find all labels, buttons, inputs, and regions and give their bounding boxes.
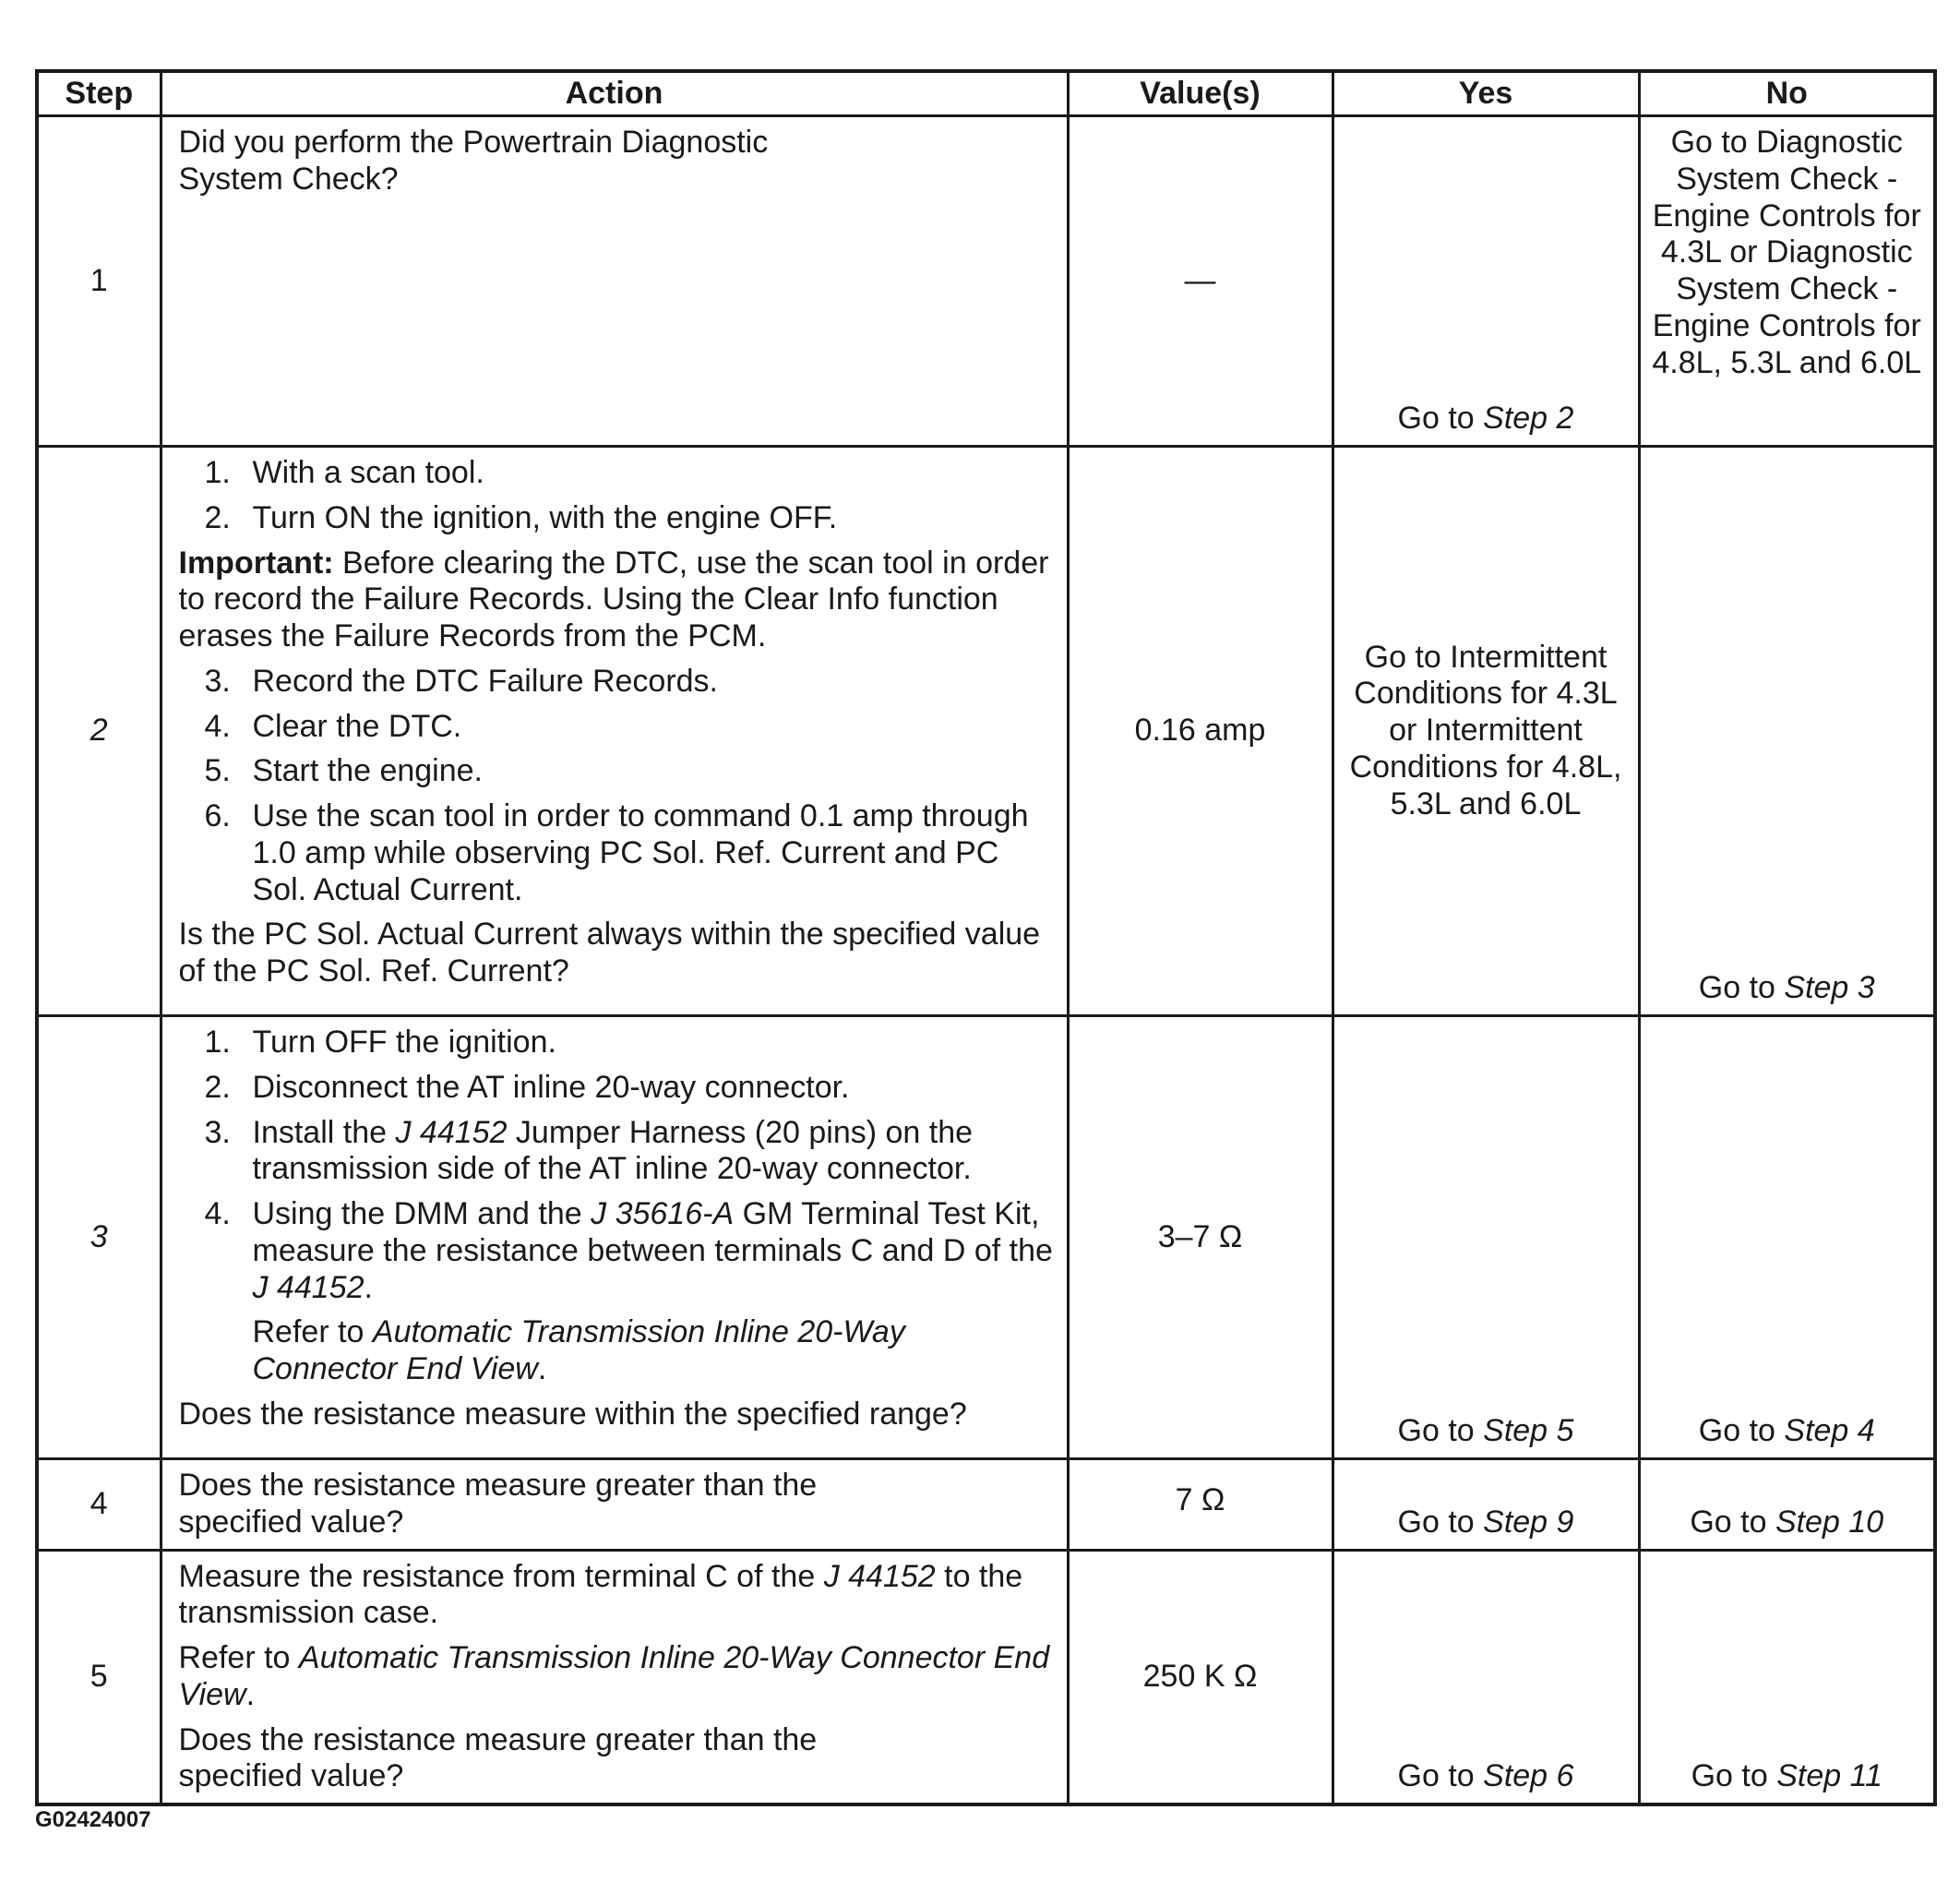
important-note: Important: Before clearing the DTC, use the scan tool in order to record the Failure Records. Using the Clear Info function erases the Failure Records from the PCM. [178,545,1049,654]
go-to-prefix: Go to [1690,1504,1775,1540]
header-step: Step [37,71,161,116]
no-cell [1639,1459,1935,1551]
list-item: 3. Record the DTC Failure Records. [204,663,719,699]
go-to-prefix: Go to [1698,1413,1785,1449]
important-label: Important: [178,545,334,581]
value-cell: — [1068,116,1333,447]
value-cell: 0.16 amp [1068,447,1333,1016]
action-cell [161,447,1068,1016]
step-ref: Step 2 [1483,401,1574,437]
list-item: 2. Disconnect the AT inline 20-way connector. [204,1069,850,1105]
action-question: Does the resistance measure greater than the specified value? [178,1721,818,1794]
tool-ref: J 44152 [395,1114,508,1150]
step-number: 5 [37,1550,161,1804]
step-ref: Step 5 [1483,1413,1574,1449]
value-cell: 250 K Ω [1068,1550,1333,1804]
yes-link[interactable] [1398,1413,1574,1448]
table-row [37,1459,1935,1551]
step-ref: Step 6 [1483,1758,1574,1794]
yes-link[interactable] [1398,1504,1574,1540]
yes-cell [1333,1550,1639,1804]
action-question: Does the resistance measure within the specified range? [178,1396,967,1432]
step-list [179,1025,1054,1306]
action-cell [161,1550,1068,1804]
go-to-prefix: Go to [1691,1758,1777,1794]
doc-ref-link[interactable]: Automatic Transmission Inline 20-Way Connector End View [178,1640,1050,1712]
list-item: 1. Turn OFF the ignition. [204,1025,556,1060]
no-link[interactable] [1690,1504,1883,1540]
no-link[interactable] [1699,1413,1875,1448]
value-cell: 7 Ω [1068,1459,1333,1551]
step-ref: Step 11 [1776,1758,1882,1794]
no-link[interactable] [1691,1758,1882,1793]
action-cell [161,1459,1068,1551]
header-no: No [1639,71,1935,116]
header-values: Value(s) [1068,71,1333,116]
step-ref: Step 3 [1784,970,1875,1006]
table-row [37,447,1935,1016]
no-link[interactable]: Go to Diagnostic System Check - Engine Controls for 4.3L or Diagnostic System Check - Engine Controls for 4.8L, 5.3L and 6.0L [1652,125,1922,380]
go-to-prefix: Go to [1397,1413,1484,1449]
list-item: 1. With a scan tool. [204,455,484,490]
list-item: 5. Start the engine. [204,753,484,789]
step-number: 1 [37,116,161,447]
tool-ref: J 35616-A [591,1196,735,1232]
figure-code: G02424007 [35,1807,151,1832]
yes-cell [1333,116,1639,447]
value-cell: 3–7 Ω [1068,1016,1333,1459]
no-cell [1639,116,1935,447]
step-ref: Step 4 [1784,1413,1875,1449]
no-cell [1639,1016,1935,1459]
go-to-prefix: Go to [1698,970,1785,1006]
table-row [37,1550,1935,1804]
yes-link[interactable]: Go to Intermittent Conditions for 4.3L or Intermittent Conditions for 4.8L, 5.3L and 6.0L [1349,639,1622,821]
no-cell [1639,447,1935,1016]
header-action: Action [161,71,1068,116]
action-cell [161,116,1068,447]
table-row [37,116,1935,447]
table-row [37,1016,1935,1459]
list-item: 4. Clear the DTC. [204,708,462,744]
go-to-prefix: Go to [1397,1758,1484,1794]
action-cell [161,1016,1068,1459]
step-list [179,455,1054,537]
doc-ref-link[interactable]: Automatic Transmission Inline 20-Way Connector End View [252,1314,905,1387]
go-to-prefix: Go to [1397,401,1484,437]
yes-cell [1333,1459,1639,1551]
action-question: Is the PC Sol. Actual Current always within the specified value of the PC Sol. Ref. Current? [178,917,1041,989]
list-item: 2. Turn ON the ignition, with the engine OFF. [204,499,838,535]
tool-ref: J 44152 [252,1269,365,1305]
yes-cell [1333,447,1639,1016]
action-question: Did you perform the Powertrain Diagnostic System Check? [178,125,769,197]
action-question: Does the resistance measure greater than the specified value? [178,1468,818,1540]
header-yes: Yes [1333,71,1639,116]
refer-note: Refer to Automatic Transmission Inline 20-Way Connector End View. [252,1314,905,1387]
tool-ref: J 44152 [823,1558,936,1594]
step-list [179,664,1054,909]
header-row [37,71,1935,116]
step-number: 2 [37,447,161,1016]
go-to-prefix: Go to [1397,1504,1484,1540]
list-item: 3. Install the J 44152 Jumper Harness (20 pins) on the transmission side of the AT inline 20-way connector. [204,1114,974,1187]
yes-link[interactable] [1398,1758,1574,1793]
refer-note: Refer to Automatic Transmission Inline 20-Way Connector End View. [178,1640,1050,1712]
measure-instruction: Measure the resistance from terminal C of the J 44152 to the transmission case. [178,1558,1023,1631]
yes-cell [1333,1016,1639,1459]
list-item: 6. Use the scan tool in order to command 0.1 amp through 1.0 amp while observing PC Sol. Ref. Current and PC Sol. Actual Current. [204,798,1029,907]
step-number: 3 [37,1016,161,1459]
list-item: 4. Using the DMM and the J 35616-A GM Terminal Test Kit, measure the resistance between terminals C and D of the J 44152. [204,1196,1053,1305]
diagnostic-table [35,69,1937,1806]
step-ref: Step 10 [1775,1504,1884,1540]
no-cell [1639,1550,1935,1804]
step-number: 4 [37,1459,161,1551]
no-link[interactable] [1699,970,1875,1005]
yes-link[interactable] [1398,401,1574,436]
step-ref: Step 9 [1483,1504,1574,1540]
